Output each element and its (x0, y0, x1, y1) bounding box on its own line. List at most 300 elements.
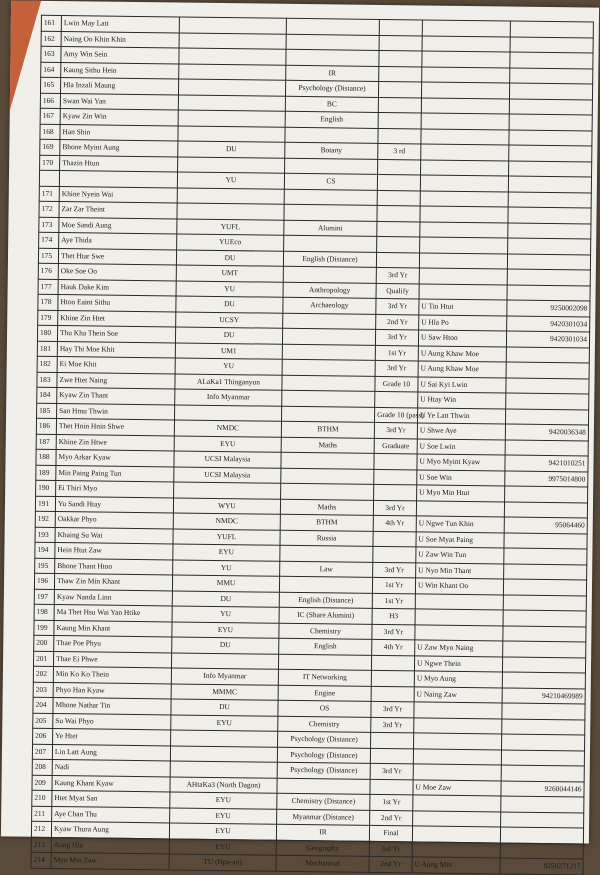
student-name-cell: Aye Thida (59, 233, 177, 250)
row-number-cell: 204 (33, 697, 53, 713)
university-cell: EYU (169, 838, 276, 855)
university-cell: YU (173, 559, 280, 576)
row-number-cell: 188 (36, 449, 56, 465)
university-cell (178, 125, 285, 142)
study-year-cell: Qualify (376, 283, 419, 299)
study-year-cell (371, 686, 414, 702)
guardian-name-cell: U Zaw Myo Naing (415, 640, 503, 657)
guardian-name-cell: U Ye Latt Thwin (417, 407, 505, 424)
subject-cell: IT Networking (278, 669, 371, 686)
subject-cell: English (Distance) (283, 251, 376, 268)
guardian-name-cell (420, 175, 508, 192)
university-cell: WYU (173, 497, 280, 514)
phone-number-cell (509, 99, 592, 116)
subject-cell: Botany (285, 142, 378, 159)
row-number-cell: 183 (37, 372, 57, 388)
study-year-cell: 1st Yr (375, 345, 418, 361)
university-cell: EYU (172, 621, 279, 638)
phone-number-cell (500, 827, 583, 844)
subject-cell (286, 34, 379, 51)
guardian-name-cell: U Tin Htut (419, 299, 507, 316)
row-number-cell: 214 (31, 852, 51, 868)
guardian-name-cell (415, 609, 503, 626)
student-name-cell: Thae Ei Phwe (53, 651, 171, 668)
study-year-cell (371, 732, 414, 748)
phone-number-cell: 95064460 (504, 517, 587, 534)
study-year-cell (374, 469, 417, 485)
row-number-cell: 180 (37, 325, 57, 341)
subject-cell: IC (Share Alumini) (279, 607, 372, 624)
guardian-name-cell (420, 206, 508, 223)
row-number-cell: 190 (36, 480, 56, 496)
row-number-cell: 175 (38, 248, 58, 264)
study-year-cell: 3rd Yr (376, 298, 419, 314)
subject-cell (282, 359, 375, 376)
student-name-cell: Zar Zar Theint (59, 202, 177, 219)
study-year-cell: 1st Yr (372, 577, 415, 593)
guardian-name-cell: U Htay Win (418, 392, 506, 409)
study-year-cell: 2nd Yr (376, 314, 419, 330)
row-number-cell: 184 (37, 387, 57, 403)
phone-number-cell: 9421010251 (505, 455, 588, 472)
university-cell: Info Myanmar (171, 668, 278, 685)
phone-number-cell (502, 718, 585, 735)
row-number-cell: 167 (40, 108, 60, 124)
phone-number-cell (504, 548, 587, 565)
subject-cell: English (285, 111, 378, 128)
row-number-cell: 206 (33, 728, 53, 744)
row-number-cell: 205 (33, 713, 53, 729)
phone-number-cell (506, 362, 589, 379)
subject-cell (280, 545, 373, 562)
guardian-name-cell (414, 733, 502, 750)
guardian-name-cell: U Nyo Min Thant (416, 562, 504, 579)
phone-number-cell: 9250271217 (500, 858, 583, 875)
student-name-cell: Bhone Thant Htoo (55, 558, 173, 575)
phone-number-cell (508, 207, 591, 224)
phone-number-cell (510, 68, 593, 85)
university-cell: EYU (174, 435, 281, 452)
phone-number-cell: 9420036348 (505, 424, 588, 441)
student-name-cell: Yu Sandi Htay (55, 496, 173, 513)
student-name-cell: Myo Min Zaw (51, 852, 169, 869)
subject-cell (281, 483, 374, 500)
student-name-cell: Thaw Zin Min Khant (54, 574, 172, 591)
row-number-cell: 208 (32, 759, 52, 775)
phone-number-cell (500, 842, 583, 859)
student-name-cell: Hay Thi Moe Khit (57, 341, 175, 358)
phone-number-cell (505, 486, 588, 503)
phone-number-cell (510, 37, 593, 54)
row-number-cell: 191 (35, 496, 55, 512)
guardian-name-cell (415, 624, 503, 641)
row-number-cell: 185 (37, 403, 57, 419)
subject-cell: Law (280, 561, 373, 578)
phone-number-cell (503, 610, 586, 627)
university-cell: DU (178, 141, 285, 158)
study-year-cell (377, 174, 420, 190)
row-number-cell: 162 (41, 31, 61, 47)
row-number-cell: 186 (36, 418, 56, 434)
row-number-cell: 174 (39, 232, 59, 248)
subject-cell: OS (278, 700, 371, 717)
row-number-cell: 179 (38, 310, 58, 326)
university-cell: DU (176, 296, 283, 313)
university-cell (178, 94, 285, 111)
student-name-cell: Phyo Han Kyaw (53, 682, 171, 699)
guardian-name-cell (422, 66, 510, 83)
student-name-cell: Aung Hla (51, 837, 169, 854)
phone-number-cell (510, 21, 593, 38)
guardian-name-cell (414, 717, 502, 734)
subject-cell: BC (285, 96, 378, 113)
university-cell (171, 652, 278, 669)
phone-number-cell (502, 734, 585, 751)
university-cell (175, 404, 282, 421)
phone-number-cell (508, 192, 591, 209)
subject-cell (282, 406, 375, 423)
guardian-name-cell: U Saw Htoo (418, 330, 506, 347)
phone-number-cell (508, 238, 591, 255)
phone-number-cell: 9250002098 (507, 300, 590, 317)
phone-number-cell (508, 176, 591, 193)
guardian-name-cell: U Soe Win (417, 469, 505, 486)
guardian-name-cell: U Soe Lwin (417, 438, 505, 455)
phone-number-cell (506, 347, 589, 364)
study-year-cell: 2nd Yr (370, 810, 413, 826)
subject-cell: Engine (278, 685, 371, 702)
subject-cell (282, 375, 375, 392)
study-year-cell: 2nd Yr (369, 856, 412, 872)
subject-cell: Chemistry (Distance) (277, 793, 370, 810)
university-cell: EYU (173, 544, 280, 561)
guardian-name-cell (421, 144, 509, 161)
student-name-cell: Su Wai Phyo (53, 713, 171, 730)
study-year-cell: 3 rd (378, 143, 421, 159)
study-year-cell: 3rd Yr (374, 422, 417, 438)
subject-cell (281, 468, 374, 485)
guardian-name-cell: U Ngwe Thein (414, 655, 502, 672)
document-page (1, 0, 599, 871)
subject-cell: Chemistry (279, 623, 372, 640)
row-number-cell: 201 (33, 651, 53, 667)
phone-number-cell (503, 625, 586, 642)
folded-corner (10, 0, 41, 110)
subject-cell (277, 778, 370, 795)
subject-cell: Mechanical (276, 855, 369, 872)
guardian-name-cell: U Ngwe Tun Khin (416, 516, 504, 533)
student-name-cell: San Hmu Thwin (57, 403, 175, 420)
student-name-cell: Oke Soe Oo (58, 264, 176, 281)
university-cell: EYU (170, 807, 277, 824)
student-name-cell: Kaung Sithu Hein (61, 62, 179, 79)
study-year-cell (378, 112, 421, 128)
study-year-cell (373, 546, 416, 562)
university-cell: MMU (172, 575, 279, 592)
row-number-cell: 176 (38, 263, 58, 279)
study-year-cell: Grade 10 (pass) (375, 407, 418, 423)
row-number-cell: 207 (32, 744, 52, 760)
study-year-cell (373, 531, 416, 547)
subject-cell: Maths (280, 499, 373, 516)
row-number-cell: 182 (37, 356, 57, 372)
university-cell: DU (172, 637, 279, 654)
guardian-name-cell (413, 795, 501, 812)
subject-cell (285, 158, 378, 175)
study-year-cell (377, 236, 420, 252)
row-number-cell: 196 (34, 573, 54, 589)
student-name-cell: Min Paing Paing Tun (56, 465, 174, 482)
row-number-cell: 164 (41, 62, 61, 78)
study-year-cell: 3rd Yr (372, 624, 415, 640)
student-name-cell: Bhone Myint Aung (60, 140, 178, 157)
row-number-cell (39, 170, 59, 186)
university-cell (178, 79, 285, 96)
study-year-cell (370, 748, 413, 764)
guardian-name-cell: U Hla Po (419, 314, 507, 331)
guardian-name-cell: U Sai Kyi Lwin (418, 376, 506, 393)
student-name-cell (59, 171, 177, 188)
row-number-cell: 195 (35, 558, 55, 574)
guardian-name-cell: U Naing Zaw (414, 686, 502, 703)
student-name-cell: Thu Kha Thein Soe (57, 326, 175, 343)
study-year-cell (377, 190, 420, 206)
row-number-cell: 173 (39, 217, 59, 233)
phone-number-cell: 9260044146 (501, 780, 584, 797)
phone-number-cell (501, 749, 584, 766)
university-cell (170, 745, 277, 762)
university-cell: NMDC (173, 513, 280, 530)
university-cell: YU (172, 606, 279, 623)
student-name-cell: Khaing Su Wai (55, 527, 173, 544)
study-year-cell: 3rd Yr (373, 562, 416, 578)
university-cell: EYU (170, 792, 277, 809)
phone-number-cell: 9420301034 (506, 331, 589, 348)
study-year-cell: 3rd Yr (373, 500, 416, 516)
university-cell (178, 110, 285, 127)
guardian-name-cell: U Shwe Aye (417, 423, 505, 440)
phone-number-cell: 94210469989 (502, 687, 585, 704)
subject-cell: IR (276, 824, 369, 841)
phone-number-cell (505, 409, 588, 426)
student-name-cell: Ye Htet (53, 729, 171, 746)
study-year-cell (371, 670, 414, 686)
study-year-cell: 4th Yr (373, 515, 416, 531)
guardian-name-cell (419, 268, 507, 285)
subject-cell: IR (286, 65, 379, 82)
student-name-cell: Kyaw Nanda Linn (54, 589, 172, 606)
study-year-cell (378, 97, 421, 113)
university-cell: MMMC (171, 683, 278, 700)
row-number-cell: 199 (34, 620, 54, 636)
student-name-cell: Kyaw Zin Thant (57, 388, 175, 405)
guardian-name-cell (421, 159, 509, 176)
subject-cell (284, 189, 377, 206)
row-number-cell: 170 (40, 155, 60, 171)
student-name-cell: Han Shin (60, 124, 178, 141)
row-number-cell: 213 (31, 837, 51, 853)
subject-cell (284, 204, 377, 221)
subject-cell: Russia (280, 530, 373, 547)
subject-cell: BTHM (281, 421, 374, 438)
phone-number-cell (503, 594, 586, 611)
study-year-cell (371, 655, 414, 671)
student-name-cell: Lwin May Latt (61, 16, 179, 33)
phone-number-cell (510, 52, 593, 69)
guardian-name-cell: U Zaw Win Tun (416, 547, 504, 564)
student-name-cell: Amy Win Sein (61, 47, 179, 64)
university-cell (177, 187, 284, 204)
student-name-cell: Kaung Min Khant (54, 620, 172, 637)
guardian-name-cell (420, 237, 508, 254)
guardian-name-cell: U Myo Myint Kyaw (417, 454, 505, 471)
subject-cell: BTHM (280, 514, 373, 531)
row-number-cell: 193 (35, 527, 55, 543)
guardian-name-cell (413, 810, 501, 827)
study-year-cell (375, 391, 418, 407)
phone-number-cell (504, 564, 587, 581)
guardian-name-cell: U Aung Khaw Moe (418, 345, 506, 362)
row-number-cell: 177 (38, 279, 58, 295)
row-number-cell: 211 (32, 806, 52, 822)
subject-cell: Anthropology (283, 282, 376, 299)
row-number-cell: 165 (41, 77, 61, 93)
study-year-cell (379, 50, 422, 66)
student-name-cell: Kyaw Thura Aung (51, 821, 169, 838)
university-cell: DU (175, 327, 282, 344)
phone-number-cell (501, 811, 584, 828)
phone-number-cell (501, 796, 584, 813)
phone-number-cell (509, 83, 592, 100)
guardian-name-cell (421, 97, 509, 114)
study-year-cell: 1st Yr (372, 593, 415, 609)
study-year-cell (378, 81, 421, 97)
university-cell (174, 482, 281, 499)
guardian-name-cell (416, 500, 504, 517)
row-number-cell: 172 (39, 201, 59, 217)
study-year-cell (374, 453, 417, 469)
student-name-cell: Naing Oo Khin Khin (61, 31, 179, 48)
subject-cell (286, 18, 379, 35)
row-number-cell: 168 (40, 124, 60, 140)
row-number-cell: 210 (32, 790, 52, 806)
subject-cell: English (Distance) (279, 592, 372, 609)
subject-cell: Chemistry (278, 716, 371, 733)
row-number-cell: 161 (41, 15, 61, 31)
row-number-cell: 198 (34, 604, 54, 620)
guardian-name-cell (421, 82, 509, 99)
student-name-cell: Hein Htut Zaw (55, 543, 173, 560)
student-name-cell: Thet Hnin Hnin Shwe (56, 419, 174, 436)
subject-cell: CS (284, 173, 377, 190)
university-cell: DU (172, 590, 279, 607)
university-cell: DU (176, 249, 283, 266)
subject-cell (285, 127, 378, 144)
guardian-name-cell (413, 764, 501, 781)
subject-cell (284, 235, 377, 252)
study-year-cell (379, 66, 422, 82)
study-year-cell: 3rd Yr (376, 267, 419, 283)
guardian-name-cell (419, 283, 507, 300)
phone-number-cell (509, 114, 592, 131)
study-year-cell: 3rd Yr (371, 701, 414, 717)
guardian-name-cell (413, 748, 501, 765)
university-cell (179, 32, 286, 49)
university-cell: Info Myanmar (175, 389, 282, 406)
study-year-cell: H3 (372, 608, 415, 624)
study-year-cell: 4th Yr (372, 639, 415, 655)
university-cell (177, 203, 284, 220)
guardian-name-cell (421, 128, 509, 145)
university-cell: NMDC (174, 420, 281, 437)
student-name-cell: Moe Sandi Aung (59, 217, 177, 234)
subject-cell (279, 576, 372, 593)
subject-cell: Psychology (Distance) (277, 747, 370, 764)
student-name-cell: Hla Inzali Maung (61, 78, 179, 95)
phone-number-cell (509, 130, 592, 147)
phone-number-cell (501, 765, 584, 782)
student-roster-table (31, 15, 594, 875)
student-name-cell: Mhone Nathar Tin (53, 698, 171, 715)
guardian-name-cell (419, 252, 507, 269)
student-name-cell: Oakkar Phyo (55, 512, 173, 529)
student-name-cell: Htoo Eaint Sithu (58, 295, 176, 312)
student-name-cell: Thazin Htun (60, 155, 178, 172)
university-cell (179, 17, 286, 34)
university-cell: YU (177, 172, 284, 189)
student-name-cell: Khine Zin Htwe (56, 434, 174, 451)
row-number-cell: 171 (39, 186, 59, 202)
phone-number-cell: 9420301034 (507, 316, 590, 333)
study-year-cell: 3rd Yr (375, 360, 418, 376)
guardian-name-cell (412, 826, 500, 843)
student-name-cell: Kaung Khant Kyaw (52, 775, 170, 792)
guardian-name-cell (422, 35, 510, 52)
guardian-name-cell: U Aung Min (412, 857, 500, 874)
study-year-cell: 3rd Yr (371, 717, 414, 733)
guardian-name-cell: U Myo Min Htut (417, 485, 505, 502)
study-year-cell: Final (369, 825, 412, 841)
phone-number-cell (502, 656, 585, 673)
university-cell: UCSI Malaysia (174, 466, 281, 483)
university-cell (171, 730, 278, 747)
guardian-name-cell (422, 20, 510, 37)
phone-number-cell (505, 440, 588, 457)
study-year-cell (377, 221, 420, 237)
university-cell (179, 48, 286, 65)
university-cell: YUEco (177, 234, 284, 251)
subject-cell: Geography (276, 840, 369, 857)
subject-cell (282, 390, 375, 407)
study-year-cell (376, 252, 419, 268)
row-number-cell: 192 (35, 511, 55, 527)
subject-cell (283, 266, 376, 283)
row-number-cell: 187 (36, 434, 56, 450)
phone-number-cell (503, 579, 586, 596)
phone-number-cell (504, 502, 587, 519)
student-name-cell: Hauk Dake Kim (58, 279, 176, 296)
student-name-cell: Ei Moe Khit (57, 357, 175, 374)
study-year-cell (377, 205, 420, 221)
university-cell: DU (171, 699, 278, 716)
subject-cell (282, 328, 375, 345)
student-name-cell: Khine Nyein Wai (59, 186, 177, 203)
guardian-name-cell (422, 51, 510, 68)
roster-body (31, 15, 593, 874)
student-name-cell: Min Ko Ko Thein (53, 667, 171, 684)
university-cell: YUFL (177, 218, 284, 235)
student-name-cell: Khine Zin Htet (58, 310, 176, 327)
